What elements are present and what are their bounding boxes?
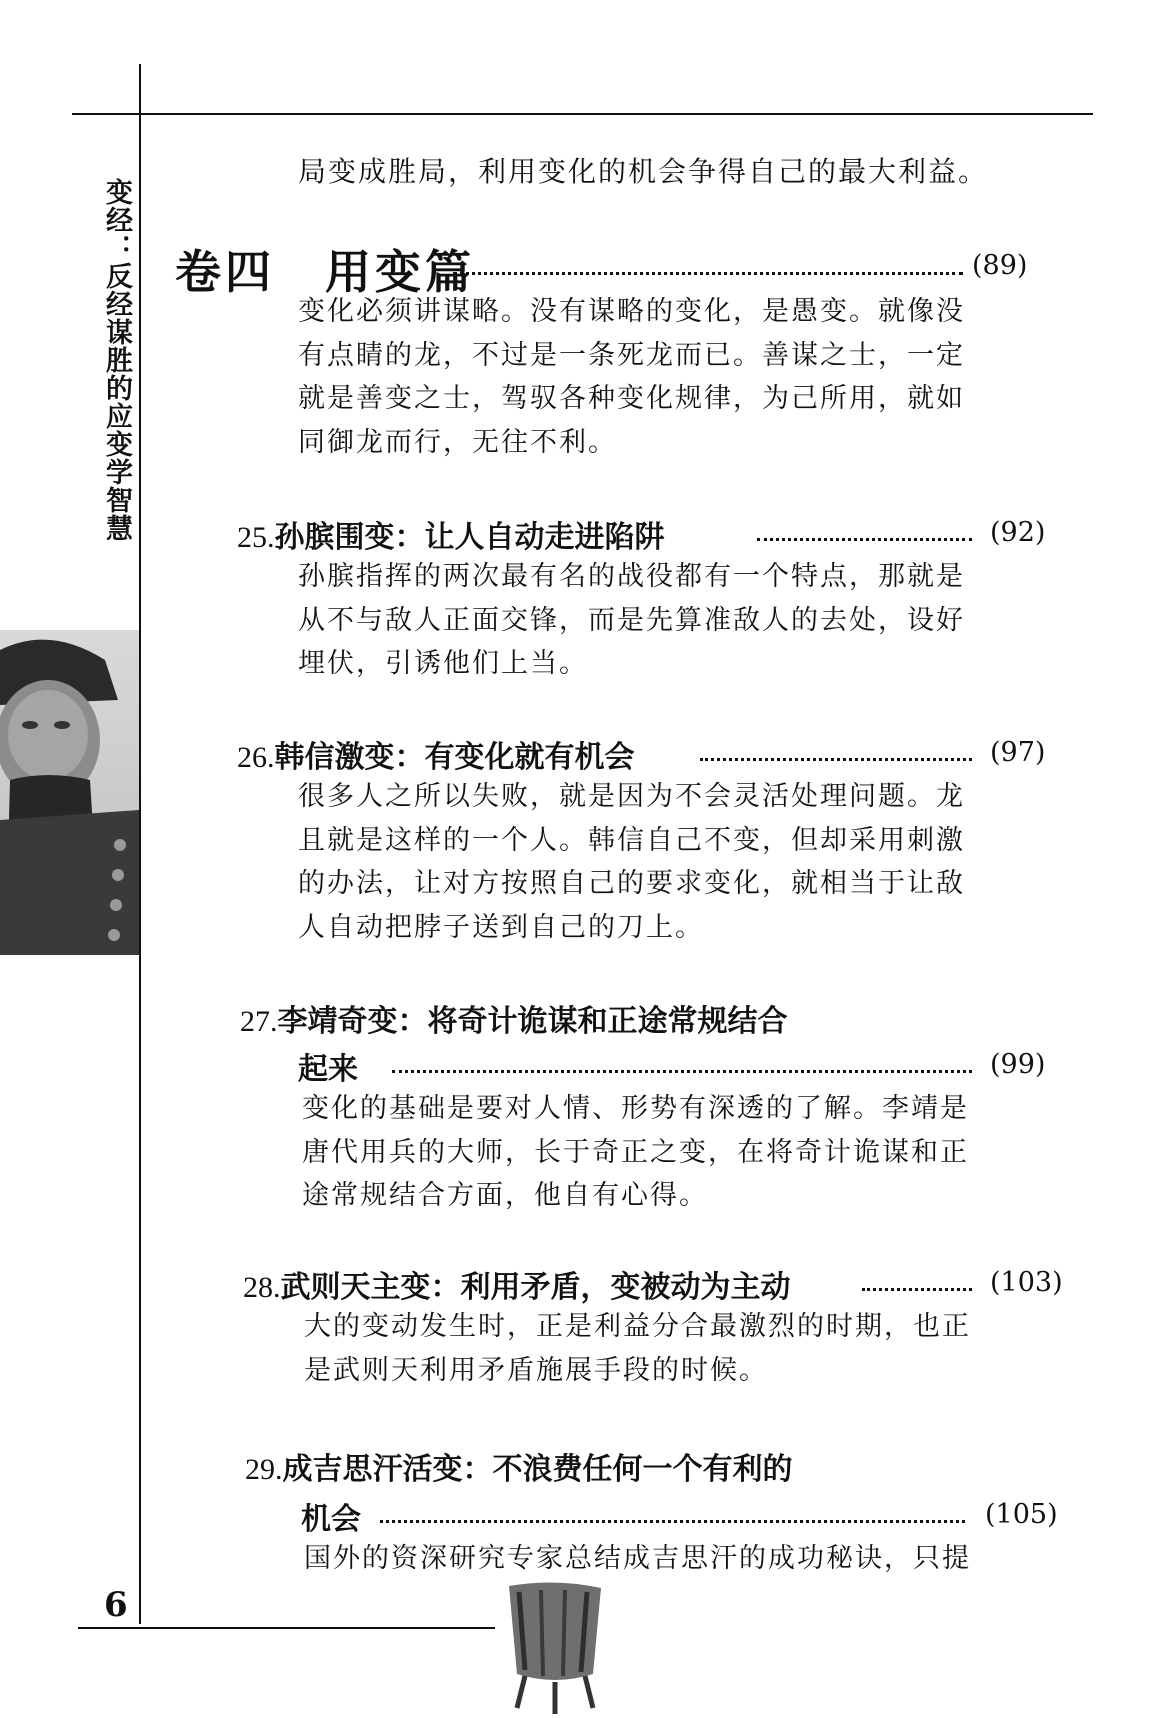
summary-line: 从不与敌人正面交锋，而是先算准敌人的去处，设好 [298,604,965,636]
entry-title-text: 韩信激变：有变化就有机会 [274,740,635,775]
summary-line: 途常规结合方面，他自有心得。 [302,1180,708,1211]
running-title: 变经：反经谋胜的应变学智慧 [101,178,132,542]
entry-page-ref: (103) [990,1267,1063,1298]
toc-entry-title[interactable] [245,1444,793,1488]
summary-line: 埋伏，引诱他们上当。 [298,648,588,679]
dot-leader [757,538,972,541]
page-number: 6 [104,1585,128,1625]
section-summary [298,290,998,464]
footer-rule [78,1627,498,1629]
summary-line: 大的变动发生时，正是利益分合最激烈的时期，也正 [304,1311,971,1342]
section-heading [175,236,1050,299]
toc-entry-title[interactable] [243,1262,791,1306]
summary-line: 的办法，让对方按照自己的要求变化，就相当于让敌 [298,868,965,899]
summary-line: 变化的基础是要对人情、形势有深透的了解。李靖是 [302,1093,969,1124]
dot-leader [392,1070,972,1073]
entry-number: 28. [243,1271,281,1304]
section-title: 卷四 用变篇 [175,245,475,299]
entry-number: 29. [245,1453,283,1486]
summary-line: 国外的资深研究专家总结成吉思汗的成功秘诀，只提 [304,1543,971,1574]
summary-line: 孙膑指挥的两次最有名的战役都有一个特点，那就是 [298,561,965,592]
entry-page-ref: (97) [990,737,1046,768]
toc-entry-title[interactable] [240,996,788,1040]
summary-line: 唐代用兵的大师，长于奇正之变，在将奇计诡谋和正 [302,1136,969,1168]
entry-summary [298,555,998,686]
entry-summary [304,1537,1004,1581]
entry-page-ref: (105) [985,1499,1058,1530]
section-page-ref: (89) [972,250,1028,281]
toc-entry-title-continued[interactable]: 起来 [298,1052,358,1087]
entry-page-ref: (99) [990,1049,1046,1080]
entry-page-ref: (92) [990,517,1046,548]
entry-number: 27. [240,1005,278,1038]
dot-leader [862,1288,972,1291]
intro-text: 局变成胜局，利用变化的机会争得自己的最大利益。 [298,155,989,188]
summary-line: 有点睛的龙，不过是一条死龙而已。善谋之士，一定 [298,339,965,371]
entry-number: 26. [237,741,275,774]
summary-line: 是武则天利用矛盾施展手段的时候。 [304,1354,768,1386]
entry-summary [304,1305,1004,1392]
entry-title-text: 武则天主变：利用矛盾，变被动为主动 [280,1270,791,1305]
dot-leader [700,758,972,761]
portrait-image [0,630,139,955]
margin-vertical-rule [139,64,141,1624]
dot-leader [453,272,963,275]
summary-line: 变化必须讲谋略。没有谋略的变化，是愚变。就像没 [298,296,965,327]
dot-leader [380,1520,965,1523]
entry-title-text: 孙膑围变：让人自动走进陷阱 [274,520,665,555]
entry-summary [302,1087,1002,1218]
header-rule [72,113,1093,115]
toc-entry-title[interactable] [237,512,665,556]
entry-summary [298,775,998,949]
summary-line: 人自动把脖子送到自己的刀上。 [298,911,704,943]
entry-title-text: 李靖奇变：将奇计诡谋和正途常规结合 [277,1004,788,1039]
entry-title-text: 成吉思汗活变：不浪费任何一个有利的 [282,1452,793,1487]
summary-line: 且就是这样的一个人。韩信自己不变，但却采用刺激 [298,824,965,856]
summary-line: 很多人之所以失败，就是因为不会灵活处理问题。龙 [298,781,965,812]
summary-line: 同御龙而行，无往不利。 [298,426,617,458]
artifact-image [495,1582,615,1718]
toc-entry-title-continued[interactable]: 机会 [301,1502,361,1537]
summary-line: 就是善变之士，驾驭各种变化规律，为己所用，就如 [298,383,965,414]
toc-entry-title[interactable] [237,732,635,776]
entry-number: 25. [237,521,275,554]
